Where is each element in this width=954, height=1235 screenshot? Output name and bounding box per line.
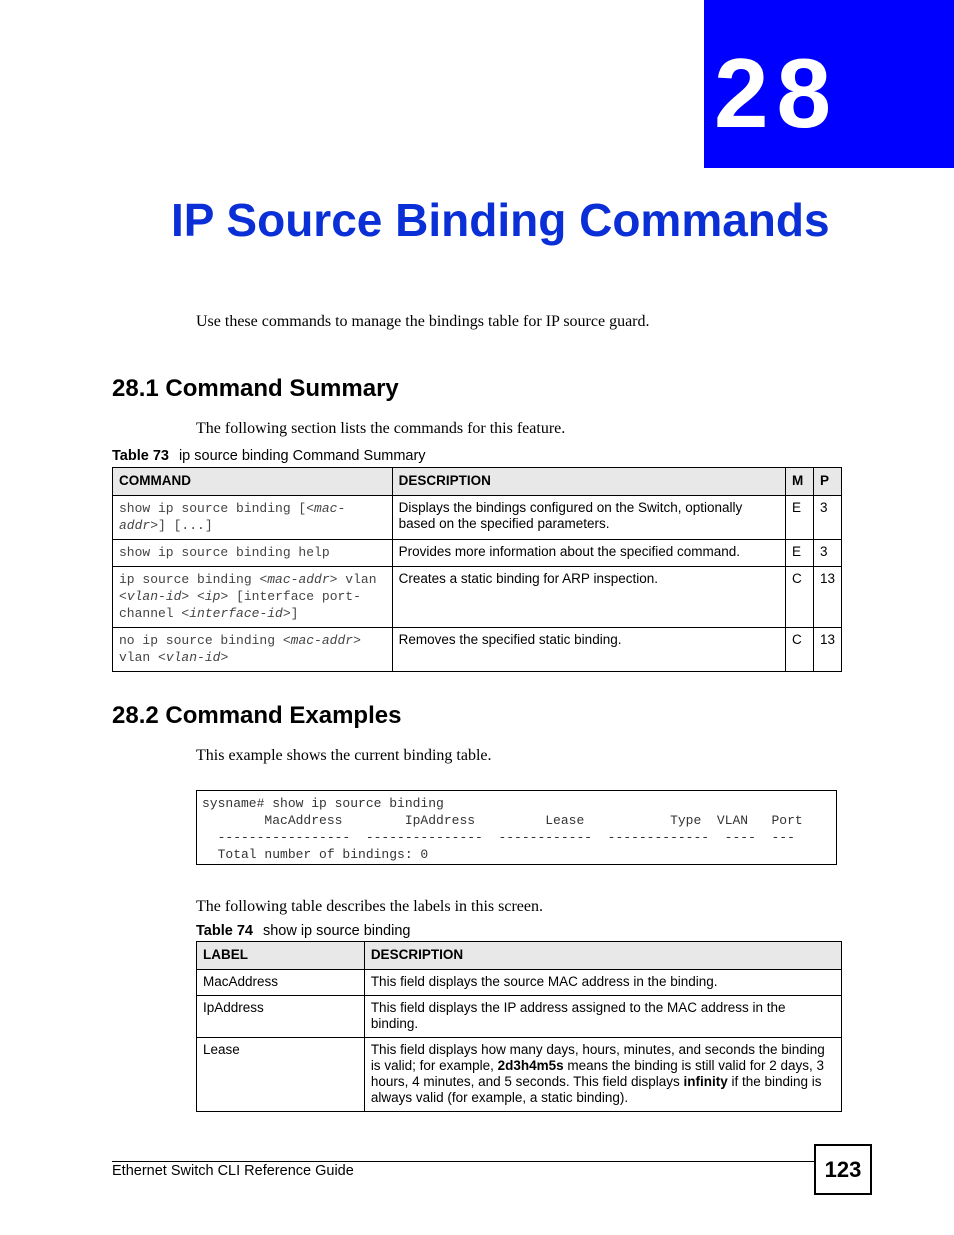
command-cell: no ip source binding <mac-addr> vlan <vlan-id> <box>113 628 393 672</box>
column-header: DESCRIPTION <box>392 468 785 496</box>
label-description-table <box>196 941 842 1112</box>
label-cell: Lease <box>197 1038 365 1112</box>
table-caption <box>112 447 426 465</box>
table-caption-text: ip source binding Command Summary <box>178 448 426 464</box>
column-header: DESCRIPTION <box>364 942 841 970</box>
column-header: M <box>785 468 813 496</box>
description-cell: Provides more information about the specified command. <box>392 540 785 567</box>
code-line: Total number of bindings: 0 <box>202 847 429 862</box>
chapter-title: IP Source Binding Commands <box>171 194 830 246</box>
command-cell: show ip source binding help <box>113 540 393 567</box>
section-heading-command-examples: 28.2 Command Examples <box>112 702 402 729</box>
table-row <box>113 567 842 628</box>
table-header-row <box>113 468 842 496</box>
command-cell: show ip source binding [<mac-addr>] [...] <box>113 496 393 540</box>
intro-paragraph: Use these commands to manage the bindings table for IP source guard. <box>196 313 650 330</box>
command-cell: ip source binding <mac-addr> vlan <vlan-id> <ip> [interface port-channel <interface-id>] <box>113 567 393 628</box>
keyword-value: infinity <box>683 1074 728 1089</box>
description-cell: Removes the specified static binding. <box>392 628 785 672</box>
chapter-number-box <box>704 0 954 168</box>
command-summary-table <box>112 467 842 672</box>
command-placeholder: mac-addr <box>290 633 354 648</box>
description-cell: This field displays the IP address assigned to the MAC address in the binding. <box>364 996 841 1038</box>
mode-cell: E <box>785 540 813 567</box>
table-row <box>197 970 842 996</box>
privilege-cell: 3 <box>813 496 841 540</box>
table-number: Table 74 <box>196 923 253 939</box>
example-value: 2d3h4m5s <box>497 1058 564 1073</box>
privilege-cell: 3 <box>813 540 841 567</box>
description-text: if the binding is always valid (for example, a static binding). <box>370 1074 822 1105</box>
column-header: P <box>813 468 841 496</box>
example-intro-paragraph: This example shows the current binding table. <box>196 747 492 764</box>
table-caption <box>196 922 410 940</box>
table-header-row <box>197 942 842 970</box>
command-placeholder: vlan-id <box>165 650 221 665</box>
footer-guide-title: Ethernet Switch CLI Reference Guide <box>112 1163 354 1179</box>
section-heading-command-summary: 28.1 Command Summary <box>112 375 399 402</box>
label-cell: MacAddress <box>197 970 365 996</box>
table-row <box>197 1038 842 1112</box>
label-cell: IpAddress <box>197 996 365 1038</box>
command-placeholder: ip <box>204 589 221 604</box>
code-line: ----------------- --------------- ------------ ------------- ---- --- <box>202 830 795 845</box>
mode-cell: C <box>785 567 813 628</box>
table-row <box>197 996 842 1038</box>
description-cell: Creates a static binding for ARP inspection. <box>392 567 785 628</box>
code-line: MacAddress IpAddress Lease Type VLAN Port <box>202 813 803 828</box>
command-placeholder: mac-addr <box>267 572 330 587</box>
description-cell <box>364 1038 841 1112</box>
description-cell: Displays the bindings configured on the Switch, optionally based on the specified parameters. <box>392 496 785 540</box>
labels-intro-paragraph: The following table describes the labels in this screen. <box>196 898 544 915</box>
description-text: This field displays how many days, hours, minutes, and seconds the binding is valid; for example, <box>370 1042 825 1073</box>
description-text: means the binding is still valid for 2 days, 3 hours, 4 minutes, and 5 seconds. This field displays <box>370 1058 825 1089</box>
section-intro-paragraph: The following section lists the commands for this feature. <box>196 420 566 437</box>
table-row <box>113 628 842 672</box>
command-placeholder: vlan-id <box>126 589 182 604</box>
chapter-number: 28 <box>714 38 840 148</box>
mode-cell: C <box>785 628 813 672</box>
privilege-cell: 13 <box>813 567 841 628</box>
command-placeholder: mac-addr <box>119 501 346 533</box>
column-header: COMMAND <box>113 468 393 496</box>
privilege-cell: 13 <box>813 628 841 672</box>
page-number: 123 <box>814 1144 872 1195</box>
table-caption-text: show ip source binding <box>262 923 411 939</box>
command-placeholder: interface-id <box>189 606 283 621</box>
table-number: Table 73 <box>112 448 169 464</box>
code-line: sysname# show ip source binding <box>202 796 444 811</box>
mode-cell: E <box>785 496 813 540</box>
cli-example-box <box>196 790 837 865</box>
table-row <box>113 540 842 567</box>
description-cell: This field displays the source MAC address in the binding. <box>364 970 841 996</box>
column-header: LABEL <box>197 942 365 970</box>
table-row <box>113 496 842 540</box>
